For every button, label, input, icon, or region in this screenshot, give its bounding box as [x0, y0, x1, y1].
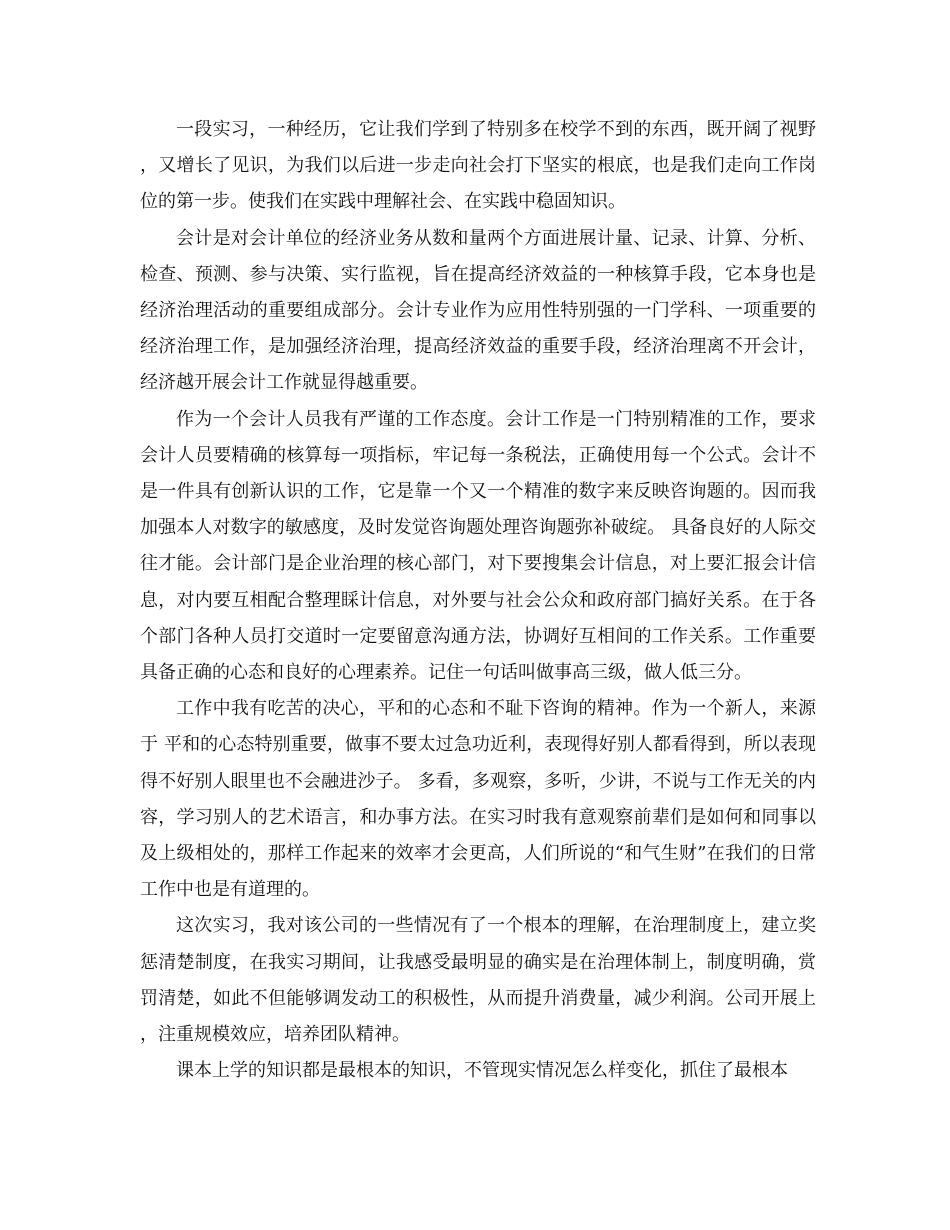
paragraph-internship-intro: 一段实习，一种经历，它让我们学到了特别多在校学不到的东西，既开阔了视野，又增长了见识，为我们以后进一步走向社会打下坚实的根底，也是我们走向工作岗位的第一步。使我们在实践中理解社会、在实践中稳固知识。 [140, 119, 816, 213]
paragraph-accounting-definition: 会计是对会计单位的经济业务从数和量两个方面进展计量、记录、计算、分析、检查、预测、参与决策、实行监视，旨在提高经济效益的一种核算手段，它本身也是经济治理活动的重要组成部分。会计专业作为应用性特别强的一门学科、一项重要的经济治理工作，是加强经济治理，提高经济效益的重要手段，经济治理离不开会计，经济越开展会计工作就显得越重要。 [140, 227, 816, 394]
paragraph-company-understanding: 这次实习，我对该公司的一些情况有了一个根本的理解，在治理制度上，建立奖惩清楚制度，在我实习期间，让我感受最明显的确实是在治理体制上，制度明确，赏罚清楚，如此不但能够调发动工的积极性，从而提升消费量，减少利润。公司开展上，注重规模效应，培养团队精神。 [140, 915, 816, 1046]
paragraph-work-attitude: 作为一个会计人员我有严谨的工作态度。会计工作是一门特别精准的工作，要求会计人员要精确的核算每一项指标，牢记每一条税法，正确使用每一个公式。会计不是一件具有创新认识的工作，它是靠一个又一个精准的数字来反映咨询题的。因而我加强本人对数字的敏感度，及时发觉咨询题处理咨询题弥补破绽。 具备良好的人际交往才能。会计部门是企业治理的核心部门，对下要搜集会计信息，对上要汇报会计信息，对内要互相配合整理睬计信息，对外要与社会公众和政府部门搞好关系。在于各个部门各种人员打交道时一定要留意沟通方法，协调好互相间的工作关系。工作重要具备正确的心态和良好的心理素养。记住一句话叫做事高三级，做人低三分。 [140, 408, 816, 684]
paragraph-work-spirit: 工作中我有吃苦的决心，平和的心态和不耻下咨询的精神。作为一个新人，来源于 平和的心态特别重要，做事不要太过急功近利，表现得好别人都看得到，所以表现得不好别人眼里也不会融进沙子。 多看，多观察，多听，少讲，不说与工作无关的内容，学习别人的艺术语言，和办事方法。在实习时我有意观察前辈们是如何和同事以及上级相处的，那样工作起来的效率才会更高，人们所说的“和气生财”在我们的日常工作中也是有道理的。 [140, 698, 816, 901]
document-page [140, 112, 816, 1089]
paragraph-textbook-knowledge: 课本上学的知识都是最根本的知识，不管现实情况怎么样变化，抓住了最根本 [176, 1060, 788, 1082]
